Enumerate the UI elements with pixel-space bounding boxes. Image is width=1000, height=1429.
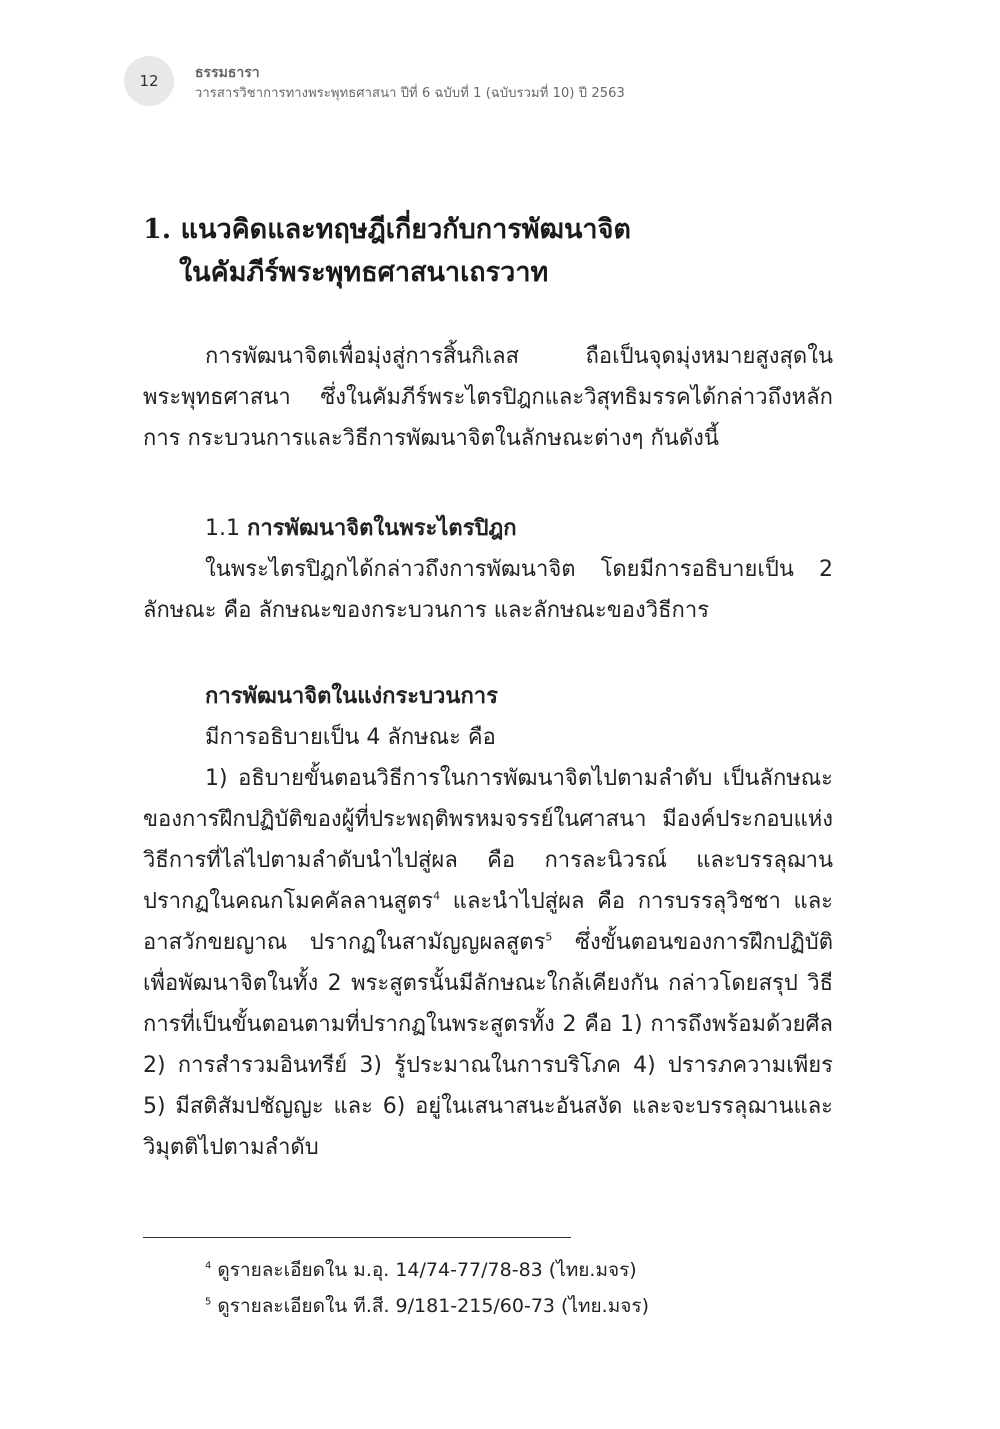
intro-paragraph: การพัฒนาจิตเพื่อมุ่งสู่การสิ้นกิเลส ถือเป็นจุดมุ่งหมายสูงสุดในพระพุทธศาสนา ซึ่งในคัมภีร์พระไตรปิฎกและวิสุทธิมรรคได้กล่าวถึงหลักการ กระบวนการและวิธีการพัฒนาจิตในลักษณะต่างๆ กันดังนี้: [143, 344, 833, 451]
subsection-number: 1.1: [205, 516, 240, 541]
footnote-text: ดูรายละเอียดใน ที.สี. 9/181-215/60-73 (ไทย.มจร): [211, 1295, 649, 1317]
footnote-number: 5: [205, 1296, 212, 1308]
section-title-line2: ในคัมภีร์พระพุทธศาสนาเถรวาท: [179, 257, 549, 288]
footnote-divider: [143, 1237, 571, 1238]
footnote-ref-4[interactable]: 4: [433, 889, 441, 903]
body-text-part1: 1) อธิบายขั้นตอนวิธีการในการพัฒนาจิตไปตามลำดับ เป็นลักษณะของการฝึกปฏิบัติของผู้ที่ประพฤติพรหมจรรย์ในศาสนา มีองค์ประกอบแห่งวิธีการที่ไล่ไปตามลำดับนำไปสู่ผล คือ การละนิวรณ์ และบรรลุฌาน ปรากฏในคณกโมคคัลลานสูตร: [143, 766, 833, 914]
body-text-part3: ซึ่งขั้นตอนของการฝึกปฏิบัติเพื่อพัฒนาจิตในทั้ง 2 พระสูตรนั้นมีลักษณะใกล้เคียงกัน กล่าวโดยสรุป วิธีการที่เป็นขั้นตอนตามที่ปรากฏในพระสูตรทั้ง 2 คือ 1) การถึงพร้อมด้วยศีล 2) การสำรวมอินทรีย์ 3) รู้ประมาณในการบริโภค 4) ปรารภความเพียร 5) มีสติสัมปชัญญะ และ 6) อยู่ในเสนาสนะอันสงัด และจะบรรลุฌานและวิมุตติไปตามลำดับ: [143, 930, 833, 1160]
process-intro: มีการอธิบายเป็น 4 ลักษณะ คือ: [205, 725, 496, 750]
section-title: [143, 208, 863, 294]
footnote-4: [205, 1255, 637, 1285]
section-title-line1: 1. แนวคิดและทฤษฎีเกี่ยวกับการพัฒนาจิต: [143, 214, 631, 245]
journal-name: ธรรมธารา: [195, 65, 260, 81]
subsection-title: การพัฒนาจิตในพระไตรปิฎก: [247, 516, 517, 541]
footnote-5: [205, 1291, 649, 1321]
journal-subtitle: วารสารวิชาการทางพระพุทธศาสนา ปีที่ 6 ฉบับที่ 1 (ฉบับรวมที่ 10) ปี 2563: [195, 86, 625, 101]
process-heading: การพัฒนาจิตในแง่กระบวนการ: [205, 684, 498, 709]
page-number-badge: 12: [124, 56, 174, 106]
footnote-number: 4: [205, 1260, 212, 1272]
body-text-part2: และนำไปสู่ผล คือ การบรรลุวิชชา และอาสวักขยญาณ ปรากฏในสามัญญผลสูตร: [143, 889, 833, 955]
process-body-paragraph: [143, 758, 833, 1168]
subsection-heading: [143, 508, 833, 549]
paragraph-tripitaka: ในพระไตรปิฎกได้กล่าวถึงการพัฒนาจิต โดยมีการอธิบายเป็น 2 ลักษณะ คือ ลักษณะของกระบวนการ และลักษณะของวิธีการ: [143, 557, 833, 623]
footnote-ref-5[interactable]: 5: [545, 930, 553, 944]
footnote-text: ดูรายละเอียดใน ม.อุ. 14/74-77/78-83 (ไทย.มจร): [211, 1259, 637, 1281]
